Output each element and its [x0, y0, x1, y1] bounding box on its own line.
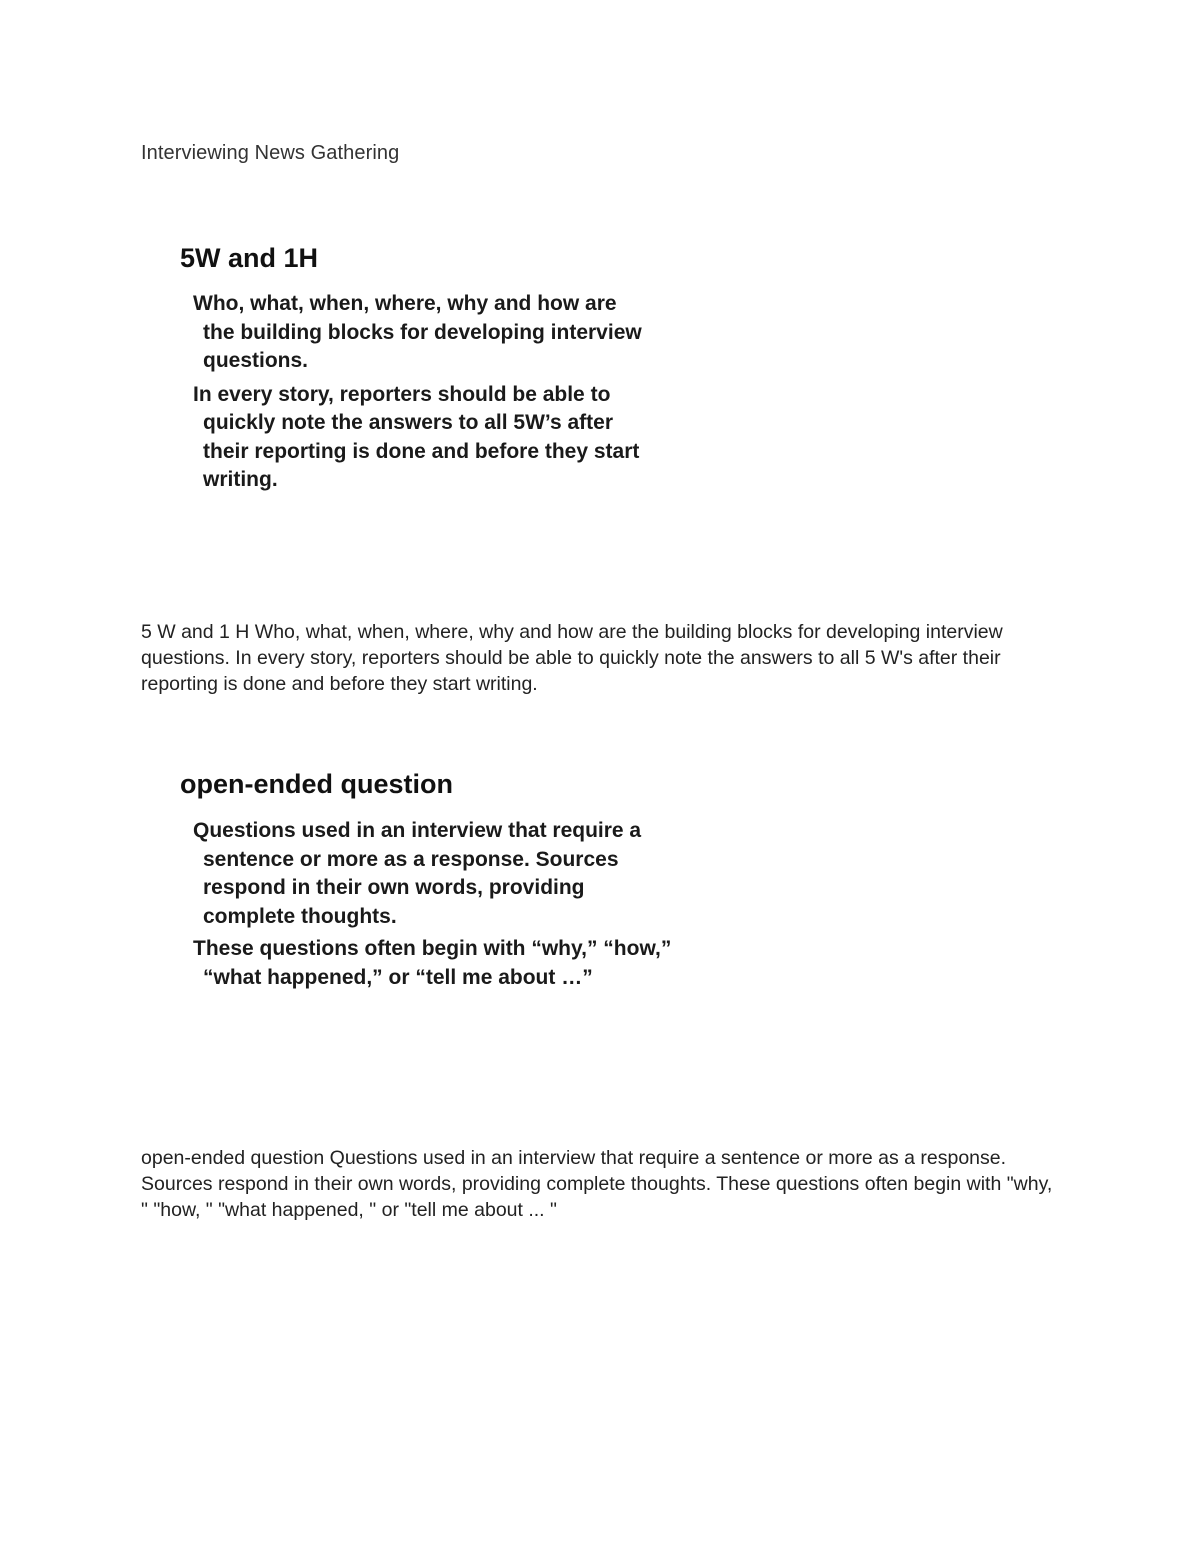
slide-open-ended-question — [180, 769, 800, 992]
slide-line: These questions often begin with “why,” “how,” — [193, 937, 672, 960]
slide-paragraph — [180, 817, 800, 931]
slide-line: the building blocks for developing interview — [203, 320, 642, 344]
slide-paragraph — [180, 935, 800, 992]
slide-line: sentence or more as a response. Sources — [203, 847, 619, 871]
slide-paragraph — [180, 290, 800, 376]
slide-5w-1h — [180, 243, 800, 495]
slide-line: questions. — [203, 349, 309, 372]
transcript-5w-1h: 5 W and 1 H Who, what, when, where, why and how are the building blocks for developing interview questions. In every story, reporters should be able to quickly note the answers to all 5 W's after their reporting is done and before they start writing. — [141, 621, 1003, 695]
slide-line: their reporting is done and before they start — [203, 439, 640, 463]
slide-line: complete thoughts. — [203, 904, 397, 928]
slide-line: Who, what, when, where, why and how are — [193, 292, 617, 315]
slide-line: “what happened,” or “tell me about …” — [203, 965, 593, 989]
slide-paragraph — [180, 381, 800, 495]
slide-line: respond in their own words, providing — [203, 876, 585, 899]
slide-line: Questions used in an interview that require a — [193, 819, 642, 842]
slide-title: 5W and 1H — [180, 243, 319, 273]
slide-line: writing. — [203, 468, 278, 491]
slide-line: quickly note the answers to all 5W’s after — [203, 411, 614, 434]
slide-line: In every story, reporters should be able to — [193, 382, 611, 406]
transcript-open-ended-question: open-ended question Questions used in an interview that require a sentence or more as a response. Sources respond in their own words, providing complete thoughts. These questions often begin with "why, " "how, " "what happened, " or "tell me about ... " — [141, 1147, 1053, 1221]
slide-title: open-ended question — [180, 769, 453, 799]
document-title: Interviewing News Gathering — [141, 142, 400, 164]
